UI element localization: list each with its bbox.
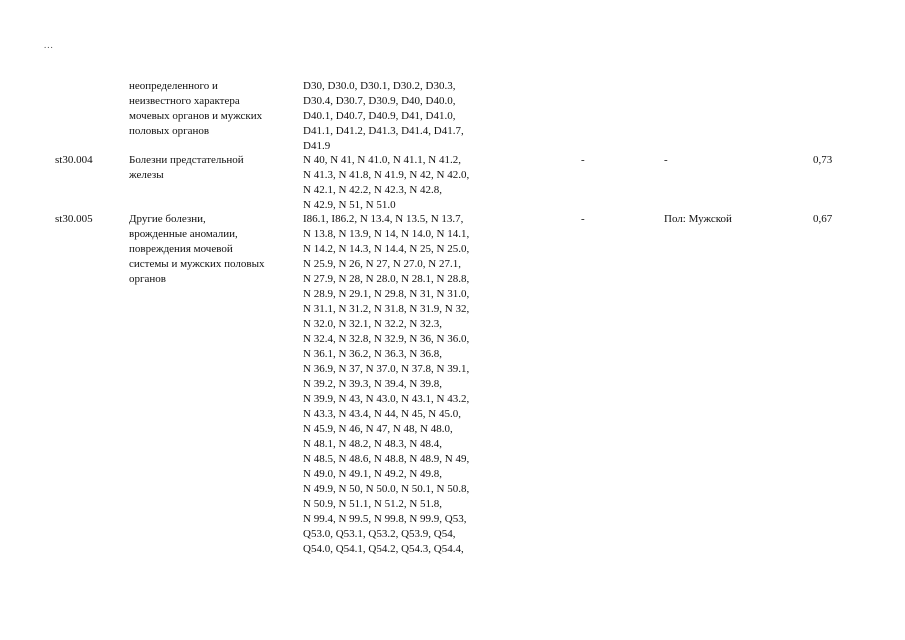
icd-codes-line: N 27.9, N 28, N 28.0, N 28.1, N 28.8,: [303, 273, 470, 285]
coefficient: 0,67: [813, 213, 833, 225]
page-mark: ...: [44, 40, 54, 50]
icd-codes-line: D30, D30.0, D30.1, D30.2, D30.3,: [303, 80, 456, 92]
icd-codes: [303, 153, 469, 213]
icd-codes-line: D41.1, D41.2, D41.3, D41.4, D41.7,: [303, 125, 464, 137]
icd-codes: [303, 79, 464, 154]
other-criterion: -: [664, 154, 668, 166]
icd-codes-line: N 40, N 41, N 41.0, N 41.1, N 41.2,: [303, 154, 461, 166]
icd-codes-line: N 50.9, N 51.1, N 51.2, N 51.8,: [303, 498, 443, 510]
icd-codes-line: N 99.4, N 99.5, N 99.8, N 99.9, Q53,: [303, 513, 467, 525]
icd-codes-line: N 36.1, N 36.2, N 36.3, N 36.8,: [303, 348, 443, 360]
icd-codes-line: I86.1, I86.2, N 13.4, N 13.5, N 13.7,: [303, 213, 464, 225]
ksg-name-line: органов: [129, 273, 166, 285]
extra-criterion: -: [581, 154, 585, 166]
icd-codes-line: N 32.0, N 32.1, N 32.2, N 32.3,: [303, 318, 443, 330]
icd-codes-line: N 48.1, N 48.2, N 48.3, N 48.4,: [303, 438, 443, 450]
ksg-name: [129, 153, 244, 183]
icd-codes-line: N 25.9, N 26, N 27, N 27.0, N 27.1,: [303, 258, 461, 270]
icd-codes-line: N 32.4, N 32.8, N 32.9, N 36, N 36.0,: [303, 333, 470, 345]
other-criterion: Пол: Мужской: [664, 213, 732, 225]
icd-codes-line: N 36.9, N 37, N 37.0, N 37.8, N 39.1,: [303, 363, 470, 375]
ksg-name-line: неизвестного характера: [129, 95, 240, 107]
extra-criterion: -: [581, 213, 585, 225]
icd-codes-line: N 43.3, N 43.4, N 44, N 45, N 45.0,: [303, 408, 461, 420]
icd-codes-line: N 45.9, N 46, N 47, N 48, N 48.0,: [303, 423, 453, 435]
ksg-code: st30.004: [55, 154, 93, 166]
ksg-name: [129, 79, 262, 139]
icd-codes-line: N 14.2, N 14.3, N 14.4, N 25, N 25.0,: [303, 243, 470, 255]
ksg-name-line: врожденные аномалии,: [129, 228, 238, 240]
icd-codes-line: Q54.0, Q54.1, Q54.2, Q54.3, Q54.4,: [303, 543, 464, 555]
icd-codes-line: Q53.0, Q53.1, Q53.2, Q53.9, Q54,: [303, 528, 456, 540]
icd-codes-line: N 49.0, N 49.1, N 49.2, N 49.8,: [303, 468, 443, 480]
ksg-name-line: Болезни предстательной: [129, 154, 244, 166]
ksg-name-line: мочевых органов и мужских: [129, 110, 263, 122]
icd-codes-line: N 39.9, N 43, N 43.0, N 43.1, N 43.2,: [303, 393, 470, 405]
icd-codes-line: N 48.5, N 48.6, N 48.8, N 48.9, N 49,: [303, 453, 470, 465]
icd-codes-line: N 41.3, N 41.8, N 41.9, N 42, N 42.0,: [303, 169, 470, 181]
icd-codes-line: N 39.2, N 39.3, N 39.4, N 39.8,: [303, 378, 443, 390]
ksg-name-line: Другие болезни,: [129, 213, 206, 225]
icd-codes: [303, 212, 469, 557]
coefficient: 0,73: [813, 154, 833, 166]
ksg-name-line: системы и мужских половых: [129, 258, 265, 270]
ksg-name-line: повреждения мочевой: [129, 243, 233, 255]
icd-codes-line: N 49.9, N 50, N 50.0, N 50.1, N 50.8,: [303, 483, 470, 495]
ksg-code: st30.005: [55, 213, 93, 225]
icd-codes-line: N 42.9, N 51, N 51.0: [303, 199, 396, 211]
icd-codes-line: N 42.1, N 42.2, N 42.3, N 42.8,: [303, 184, 443, 196]
icd-codes-line: D40.1, D40.7, D40.9, D41, D41.0,: [303, 110, 456, 122]
ksg-name: [129, 212, 264, 287]
ksg-name-line: неопределенного и: [129, 80, 218, 92]
icd-codes-line: D30.4, D30.7, D30.9, D40, D40.0,: [303, 95, 456, 107]
ksg-name-line: железы: [129, 169, 164, 181]
icd-codes-line: D41.9: [303, 140, 331, 152]
icd-codes-line: N 31.1, N 31.2, N 31.8, N 31.9, N 32,: [303, 303, 470, 315]
ksg-name-line: половых органов: [129, 125, 210, 137]
icd-codes-line: N 28.9, N 29.1, N 29.8, N 31, N 31.0,: [303, 288, 470, 300]
icd-codes-line: N 13.8, N 13.9, N 14, N 14.0, N 14.1,: [303, 228, 470, 240]
